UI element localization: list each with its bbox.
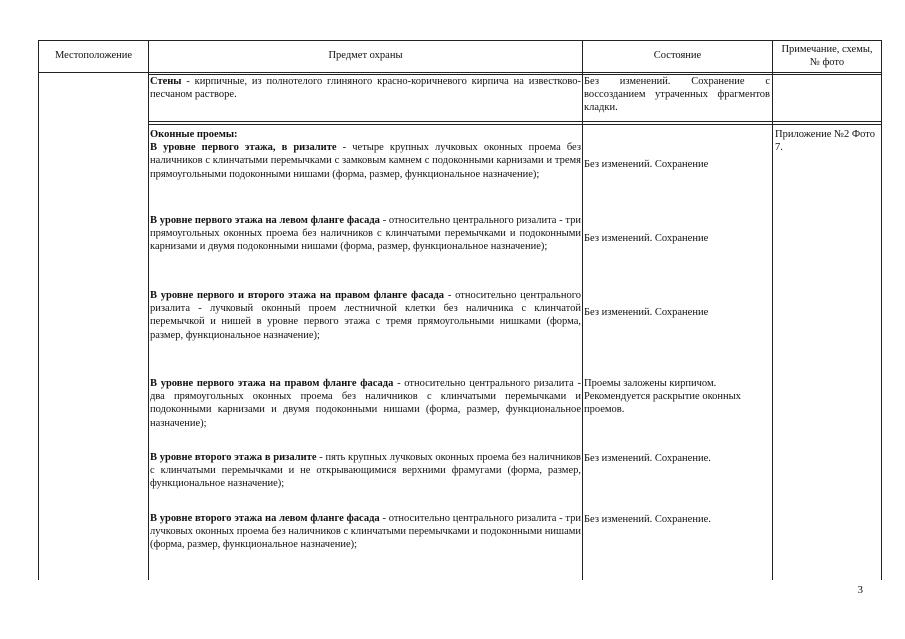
subject-text: - четыре крупных лучковых оконных проема без наличников с клинчатыми перемычками с замковым камнем с подоконными карнизами и тремя прямоугольными подоконными нишами (форма, размер, функциональное назначение); bbox=[150, 142, 581, 180]
subject-text: - относительно центрального ризалита - три лучковых оконных проема без наличников с клинчатыми перемычками и подоконными нишами (форма, размер, функциональное назначение); bbox=[150, 513, 581, 551]
subject-bold: В уровне второго этажа в ризалите bbox=[150, 452, 317, 463]
row-separator-lower bbox=[148, 121, 882, 122]
state-cell: Проемы заложены кирпичом. Рекомендуется раскрытие оконных проемов. bbox=[584, 378, 741, 416]
subject-cell bbox=[150, 289, 581, 342]
state-cell: Без изменений. Сохранение bbox=[584, 307, 709, 318]
subject-text: - относительно центрального ризалита - три прямоугольных оконных проема без наличников с клинчатыми перемычками и подоконными карнизами и двумя подоконными нишами (форма, размер, функциональное назначение); bbox=[150, 215, 581, 253]
state-cell: Без изменений. Сохранение bbox=[584, 159, 709, 170]
row-separator-lower-2 bbox=[148, 124, 882, 125]
subject-cell bbox=[150, 128, 581, 181]
subject-text: - относительно центрального ризалита - лучковый оконный проем лестничной клетки без наличника с клинчатой перемычкой и нишей в уровне первого этажа с тремя прямоугольными нишками (форма, размер, функциональное назначение); bbox=[150, 290, 581, 341]
subject-bold: В уровне первого и второго этажа на правом фланге фасада bbox=[150, 290, 445, 301]
subject-cell bbox=[150, 75, 581, 101]
section-heading: Оконные проемы: bbox=[150, 129, 238, 140]
subject-text: - кирпичные, из полнотелого глиняного красно-коричневого кирпича на известково-песчаном растворе. bbox=[150, 76, 581, 101]
header-location: Местоположение bbox=[54, 50, 133, 61]
table-border-top bbox=[38, 40, 882, 41]
subject-bold: В уровне второго этажа на левом фланге фасада bbox=[150, 513, 380, 524]
state-cell: Без изменений. Сохранение. bbox=[584, 514, 711, 525]
subject-text: - относительно центрального ризалита - два прямоугольных оконных проема без наличников с клинчатыми перемычками и подоконными карнизами и двумя подоконными нишами (форма, размер, функциональное назначение); bbox=[150, 378, 581, 429]
subject-cell bbox=[150, 377, 581, 430]
subject-cell bbox=[150, 214, 581, 254]
table-border-left bbox=[38, 40, 39, 580]
subject-bold: В уровне первого этажа на правом фланге фасада bbox=[150, 378, 394, 389]
state-cell: Без изменений. Сохранение с воссозданием утраченных фрагментов кладки. bbox=[584, 76, 770, 114]
subject-bold: В уровне первого этажа на левом фланге фасада bbox=[150, 215, 380, 226]
page-number: 3 bbox=[857, 584, 863, 596]
state-cell: Без изменений. Сохранение bbox=[584, 233, 709, 244]
subject-text: - пять крупных лучковых оконных проема без наличников с клинчатыми перемычками и не открывающимися верхними фрамугами (форма, размер, функциональное назначение); bbox=[150, 452, 581, 490]
header-bottom-line bbox=[38, 72, 882, 73]
subject-cell bbox=[150, 451, 581, 491]
subject-cell bbox=[150, 512, 581, 552]
header-subject: Предмет охраны bbox=[328, 50, 403, 61]
subject-bold: Стены bbox=[150, 76, 182, 87]
state-cell: Без изменений. Сохранение. bbox=[584, 453, 711, 464]
header-state: Состояние bbox=[653, 50, 702, 61]
note-cell: Приложение №2 Фото 7. bbox=[775, 129, 875, 154]
subject-bold: В уровне первого этажа, в ризалите bbox=[150, 142, 337, 154]
header-note: Примечание, схемы, № фото bbox=[781, 44, 873, 68]
